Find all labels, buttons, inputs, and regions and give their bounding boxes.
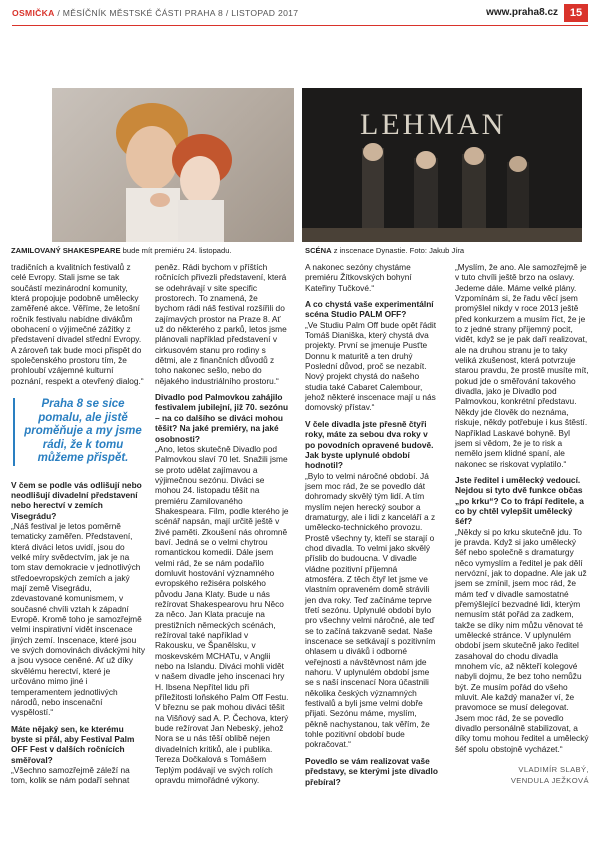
paragraph: „Náš festival je letos poměrně tematicky zaměřen. Představení, která diváci letos uvidí, jsou do velké míry svědectvím, jak je na tom stav demokracie v jednotlivých středoevropských zemích a jaký mají země Visegrádu, zdevastované komunismem, v současné chvíli vztah k západní Evropě. Kromě toho je samozřejmě velmi inspirativní vidět inscenace jiných zemí. Inscenace, které jsou ve svých domovinách diváckými hity a jsou vysoce ceněné. Ať už díky skvělému herectví, které je určováno mimo jiné i temperamentem jednotlivých národů, nebo inscenační vyspělostí.“: [11, 521, 146, 718]
paragraph: „Všechno samozřejmě záleží na tom, kolik se nám podaří sehnat: [11, 764, 130, 786]
article-column-2: [155, 262, 289, 785]
caption-left-title: ZAMILOVANÝ SHAKESPEARE: [11, 246, 121, 255]
photo-stage-illustration: [302, 88, 582, 242]
article-column-1: [11, 262, 145, 786]
interview-question: V čele divadla jste přesně čtyři roky, máte za sebou dva roky v po povodních opravené budově. Jak byste uplynulé období hodnotil?: [305, 418, 434, 471]
caption-right-text: z inscenace Dynastie. Foto: Jakub Jíra: [331, 246, 465, 255]
article-column-4: [455, 262, 589, 786]
paragraph: peněz. Rádi bychom v příštích ročnících přivezli představení, která se odehrávají v site specific prostorech. To znamená, že bychom rádi náš festival rozšířili do zajímavých prostor na Praze 8. Ať už do některého z parků, letos jsme plánovali například představení v cirkusovém stanu pro rodiny s dětmi, ale z finančních důvodů z toho nakonec sešlo, nebo do nějakého industriálního prostoru.“: [155, 262, 287, 386]
photo-zamilovany-shakespeare: [52, 88, 294, 242]
author-1: VLADIMÍR SLABÝ,: [518, 765, 589, 775]
interview-question: Jste ředitel i umělecký vedoucí. Nejdou si tyto dvě funkce občas „po krku“? Co to frápí ředitele, a co by chtěl vylepšit umělecký šéf?: [455, 474, 584, 527]
paragraph: „Ano, letos skutečně Divadlo pod Palmovkou slaví 70 let. Snažili jsme se proto udělat zajímavou a výjimečnou sezónu. Diváci se mohou 24. listopadu těšit na premiéru Zamilovaného Shakespeara. Film, podle kterého je scénář napsán, mají určitě ještě v živé paměti. Zkoušení nás ohromně baví. Jedná se o velmi chytrou romantickou komedii. Dále jsem velmi rád, že se nám podařilo domluvit hostování významného evropského režiséra polského původu Jana Klaty. Bude u nás režírovat Shakespearovu hru Něco za něco. Jan Klata pracuje na prestižních německých scénách, režíroval také například v Rakousku, ve Španělsku, v moskevském MCHATu, v Anglii nebo na Islandu. Diváci mohli vidět v našem divadle jeho inscenaci hry H. Ibsena Nepřítel lidu při příležitosti loňského Palm Off Festu. V březnu se pak mohou diváci těšit na Višňový sad A. P. Čechova, který bude režírovat Jan Nebeský, jehož Nora se u nás těší oblibě nejen divadelních kritiků, ale i publika. Tereza Dočkalová s Tomášem Teplým podávají ve svých rolích opravdu mimořádné výkony.: [155, 443, 289, 785]
masthead-issue: / MĚSÍČNÍK MĚSTSKÉ ČÁSTI PRAHA 8 / LISTOPAD 2017: [54, 8, 299, 18]
caption-right-title: SCÉNA: [305, 246, 332, 255]
paragraph: „Někdy si po krku skutečně jdu. To je pravda. Když si jako umělecký šéf nebo společně s dramaturgy něco vymyslím a ředitel je pak dělí nervózní, jak to dopadne. Ale jak už jsem se zmínil, jsem moc rád, že mám teď v divadle samostatné přemýšlející bezvadné lidi, kterým nemusím stát pořád za zadkem, takže se díky nim můžu věnovat té umělecké stránce. V uplynulém období jsem skutečně jako ředitel zasahoval do chodu divadla mnohem víc, až někteří kolegové nabyli dojmu, že bez toho nemůžu být. Ze musím pořád do všeho mluvit. Ale každý manažer ví, že pravomoce se musí delegovat. Jsem moc rád, že se povedlo divadlo personálně stabilizovat, a díky tomu mohou ředitel a umělecký šéf spolu obstojně vycházet.“: [455, 526, 589, 754]
paragraph: „Ve Studiu Palm Off bude opět řádit Tomáš Dianiška, který chystá dva projekty. První se jmenuje Pusťte Donnu k maturitě a ten druhý Poslední důvod, proč se nezabít. Nový projekt chystá do našeho studia také Cabaret Calembour, jehož některé inscenace mají u nás domovský přístav.“: [305, 319, 437, 413]
caption-right: [305, 246, 464, 256]
interview-question: V čem se podle vás odlišují nebo neodlišují divadelní představení nebo herectví v zemích Visegrádu?: [11, 479, 142, 521]
caption-left-text: bude mít premiéru 24. listopadu.: [120, 246, 232, 255]
caption-left: [11, 246, 232, 256]
paragraph: tradičních a kvalitních festivalů z celé Evropy. Stali jsme se tak součástí mezinárodní komunity, která propojuje podobně umělecky zaměřené akce. Věříme, že letošní ročník festivalu nabídne divákům obohacení o výjimečné zážitky z představení divadel střední Evropy. A zároveň tak bude moci přispět do společenského prostoru tím, že prohloubí vzájemné kulturní poznání, respekt a otevřený dialog.“: [11, 262, 144, 386]
brand-name: OSMIČKA: [12, 8, 55, 18]
interview-question: Máte nějaký sen, ke kterému byste si přál, aby Festival Palm OFF Fest v dalších ročnících směřoval?: [11, 723, 135, 765]
header-divider: [12, 25, 588, 26]
paragraph: „Myslím, že ano. Ale samozřejmě je v tuto chvíli ještě brzo na oslavy. Jedeme dále. Máme velké plány. Vzpomínám si, že řadu věcí jsem promýšlel nikdy v roce 2013 ještě před konkurzem a musím říct, že je to z jedné strany příjemný pocit, vidět, když se je pak daří realizovat, ale na druhou stranu je to taky veliká zkušenost, která potvrzuje starou pravdu, že prostě musíte mít, pokud jde o směřování takového divadla, jako je Divadlo pod Palmovkou, konkrétní představu. Někdy jde člověk do neznáma, riskuje, někdy potřebuje i kus štěstí. Například Laskavé bohyně. Byl jsem si vědom, že je to risk a nemělo jsem klidné spaní, ale nakonec se riskovat vyplatilo.“: [455, 262, 589, 469]
interview-question: A co chystá vaše experimentální scéna Studio PALM OFF?: [305, 299, 434, 320]
byline: [455, 764, 589, 786]
interview-question: Divadlo pod Palmovkou zahájilo festivalem jubilejní, již 70. sezónu – na co dalšího se diváci mohou těšit? Na jaké premiéry, na jaké osobnosti?: [155, 392, 289, 444]
website-url[interactable]: www.praha8.cz: [486, 7, 558, 18]
article-column-3: [305, 262, 439, 787]
pull-quote: Praha 8 se sice pomalu, ale jistě proměňuje a my jsme rádi, že k tomu můžeme přispět.: [21, 398, 145, 466]
page-header: [0, 0, 600, 30]
paragraph: „Bylo to velmi náročné období. Já jsem moc rád, že se povedlo dát dohromady skvělý tým lidí. A tím myslím nejen herecký soubor a dramaturgy, ale i lidi z kanceláří a z umělecko-technického provozu. Prostě všechny ty, kteří se starají o chod divadla. To velmi jako skvělý příslib do budoucna. V divadle vládne pozitivní příjemná atmosféra. Z těch čtyř let jsme ve vlastním opraveném domě strávili jen dva roky. Teď začínáme teprve třetí sezónu. Uplynulé období bylo pro všechny velmi náročné, ale teď se to začíná takzvaně sedat. Naše inscenace se setkávají s pozitivním ohlasem u diváků i odborné veřejnosti a návštěvnost nám jde nahoru. V uplynulém období jsme se s naší inscenací Nora účastnili několika českých významných festivalů a byli jsme velmi dobře přijati. Sezónu máme, myslím, pěkně nachystanou, tak věřím, že tohle pozitivní období bude pokračovat.“: [305, 470, 436, 750]
masthead: [12, 8, 298, 18]
photo-dynastie-scene: [302, 88, 582, 242]
photo-couple-illustration: [52, 88, 294, 242]
author-2: VENDULA JEŽKOVÁ: [510, 776, 589, 786]
stage-sign-text: LEHMAN: [360, 108, 507, 141]
interview-question: Povedlo se vám realizovat vaše představy, se kterými jste divadlo přebíral?: [305, 755, 438, 787]
paragraph: A nakonec sezóny chystáme premiéru Žítkovských bohyní Kateřiny Tučkové.“: [305, 262, 412, 293]
page-number: 15: [564, 4, 588, 22]
